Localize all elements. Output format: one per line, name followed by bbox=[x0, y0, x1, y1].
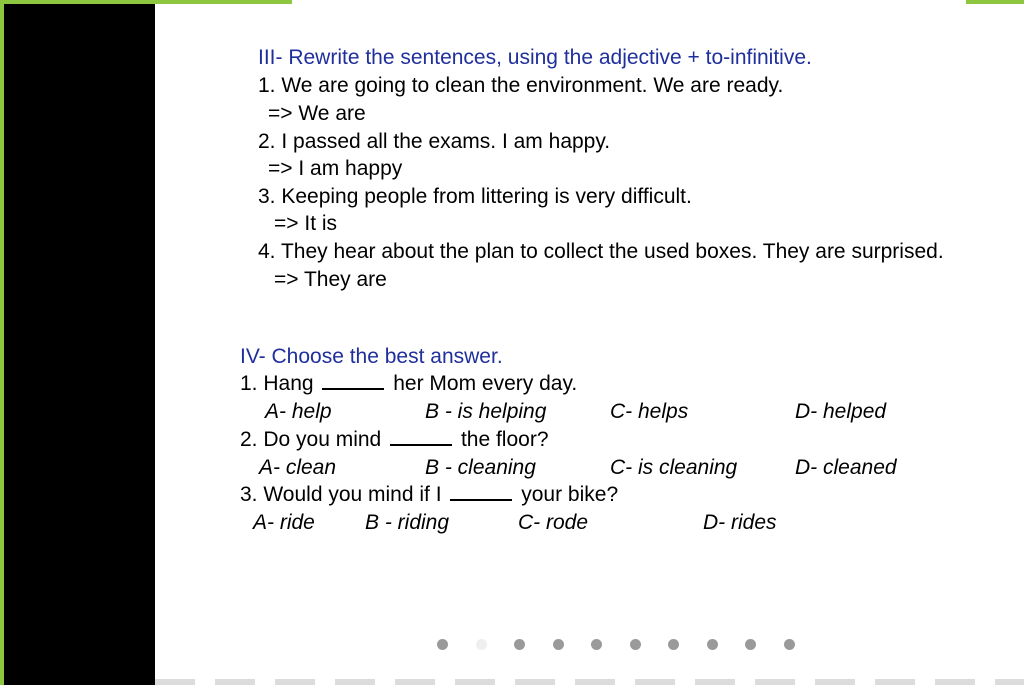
q2-option-a[interactable]: A- clean bbox=[259, 456, 337, 479]
answer-blank bbox=[390, 443, 452, 446]
section-4-question-3 bbox=[240, 484, 618, 505]
bottom-strip bbox=[155, 679, 1024, 685]
carousel-dot[interactable] bbox=[707, 639, 718, 650]
worksheet-slide bbox=[155, 0, 1024, 685]
carousel-dot[interactable] bbox=[553, 639, 564, 650]
carousel-dot[interactable] bbox=[784, 639, 795, 650]
question-3-text-after: your bike? bbox=[521, 483, 619, 506]
left-sidebar bbox=[0, 0, 155, 685]
section-3-question-3: 3. Keeping people from littering is very difficult. bbox=[258, 185, 692, 208]
carousel-dot[interactable] bbox=[630, 639, 641, 650]
q3-option-d[interactable]: D- rides bbox=[703, 511, 777, 534]
q2-option-b[interactable]: B - cleaning bbox=[425, 456, 536, 479]
section-3-answer-3: => It is bbox=[274, 212, 338, 235]
section-3-question-2: 2. I passed all the exams. I am happy. bbox=[258, 130, 611, 153]
q2-option-c[interactable]: C- is cleaning bbox=[610, 456, 738, 479]
q2-option-d[interactable]: D- cleaned bbox=[795, 456, 897, 479]
q3-option-c[interactable]: C- rode bbox=[518, 511, 589, 534]
carousel-dot[interactable] bbox=[437, 639, 448, 650]
q1-option-b[interactable]: B - is helping bbox=[425, 400, 547, 423]
question-2-text-after: the floor? bbox=[460, 428, 549, 451]
q1-option-c[interactable]: C- helps bbox=[610, 400, 689, 423]
section-3-question-1: 1. We are going to clean the environment. We are ready. bbox=[258, 74, 784, 97]
question-2-text-before: 2. Do you mind bbox=[240, 428, 382, 451]
section-3-answer-1: => We are bbox=[268, 102, 366, 125]
section-3-heading: III- Rewrite the sentences, using the adjective + to-infinitive. bbox=[258, 46, 812, 69]
section-4-question-2 bbox=[240, 429, 549, 450]
q1-option-a[interactable]: A- help bbox=[265, 400, 332, 423]
carousel-dot[interactable] bbox=[668, 639, 679, 650]
section-4-heading: IV- Choose the best answer. bbox=[240, 345, 503, 368]
q3-option-a[interactable]: A- ride bbox=[253, 511, 315, 534]
carousel-dot[interactable] bbox=[476, 639, 487, 650]
q1-option-d[interactable]: D- helped bbox=[795, 400, 887, 423]
answer-blank bbox=[450, 498, 512, 501]
section-3-answer-4: => They are bbox=[274, 268, 387, 291]
question-1-text-before: 1. Hang bbox=[240, 372, 314, 395]
question-1-text-after: her Mom every day. bbox=[393, 372, 578, 395]
carousel-pagination bbox=[437, 639, 797, 651]
answer-blank bbox=[322, 387, 384, 390]
carousel-dot[interactable] bbox=[514, 639, 525, 650]
section-3-answer-2: => I am happy bbox=[268, 157, 403, 180]
carousel-dot[interactable] bbox=[745, 639, 756, 650]
section-4-question-1 bbox=[240, 373, 577, 394]
section-3-question-4: 4. They hear about the plan to collect the used boxes. They are surprised. bbox=[258, 240, 944, 263]
q3-option-b[interactable]: B - riding bbox=[365, 511, 450, 534]
carousel-dot[interactable] bbox=[591, 639, 602, 650]
question-3-text-before: 3. Would you mind if I bbox=[240, 483, 442, 506]
